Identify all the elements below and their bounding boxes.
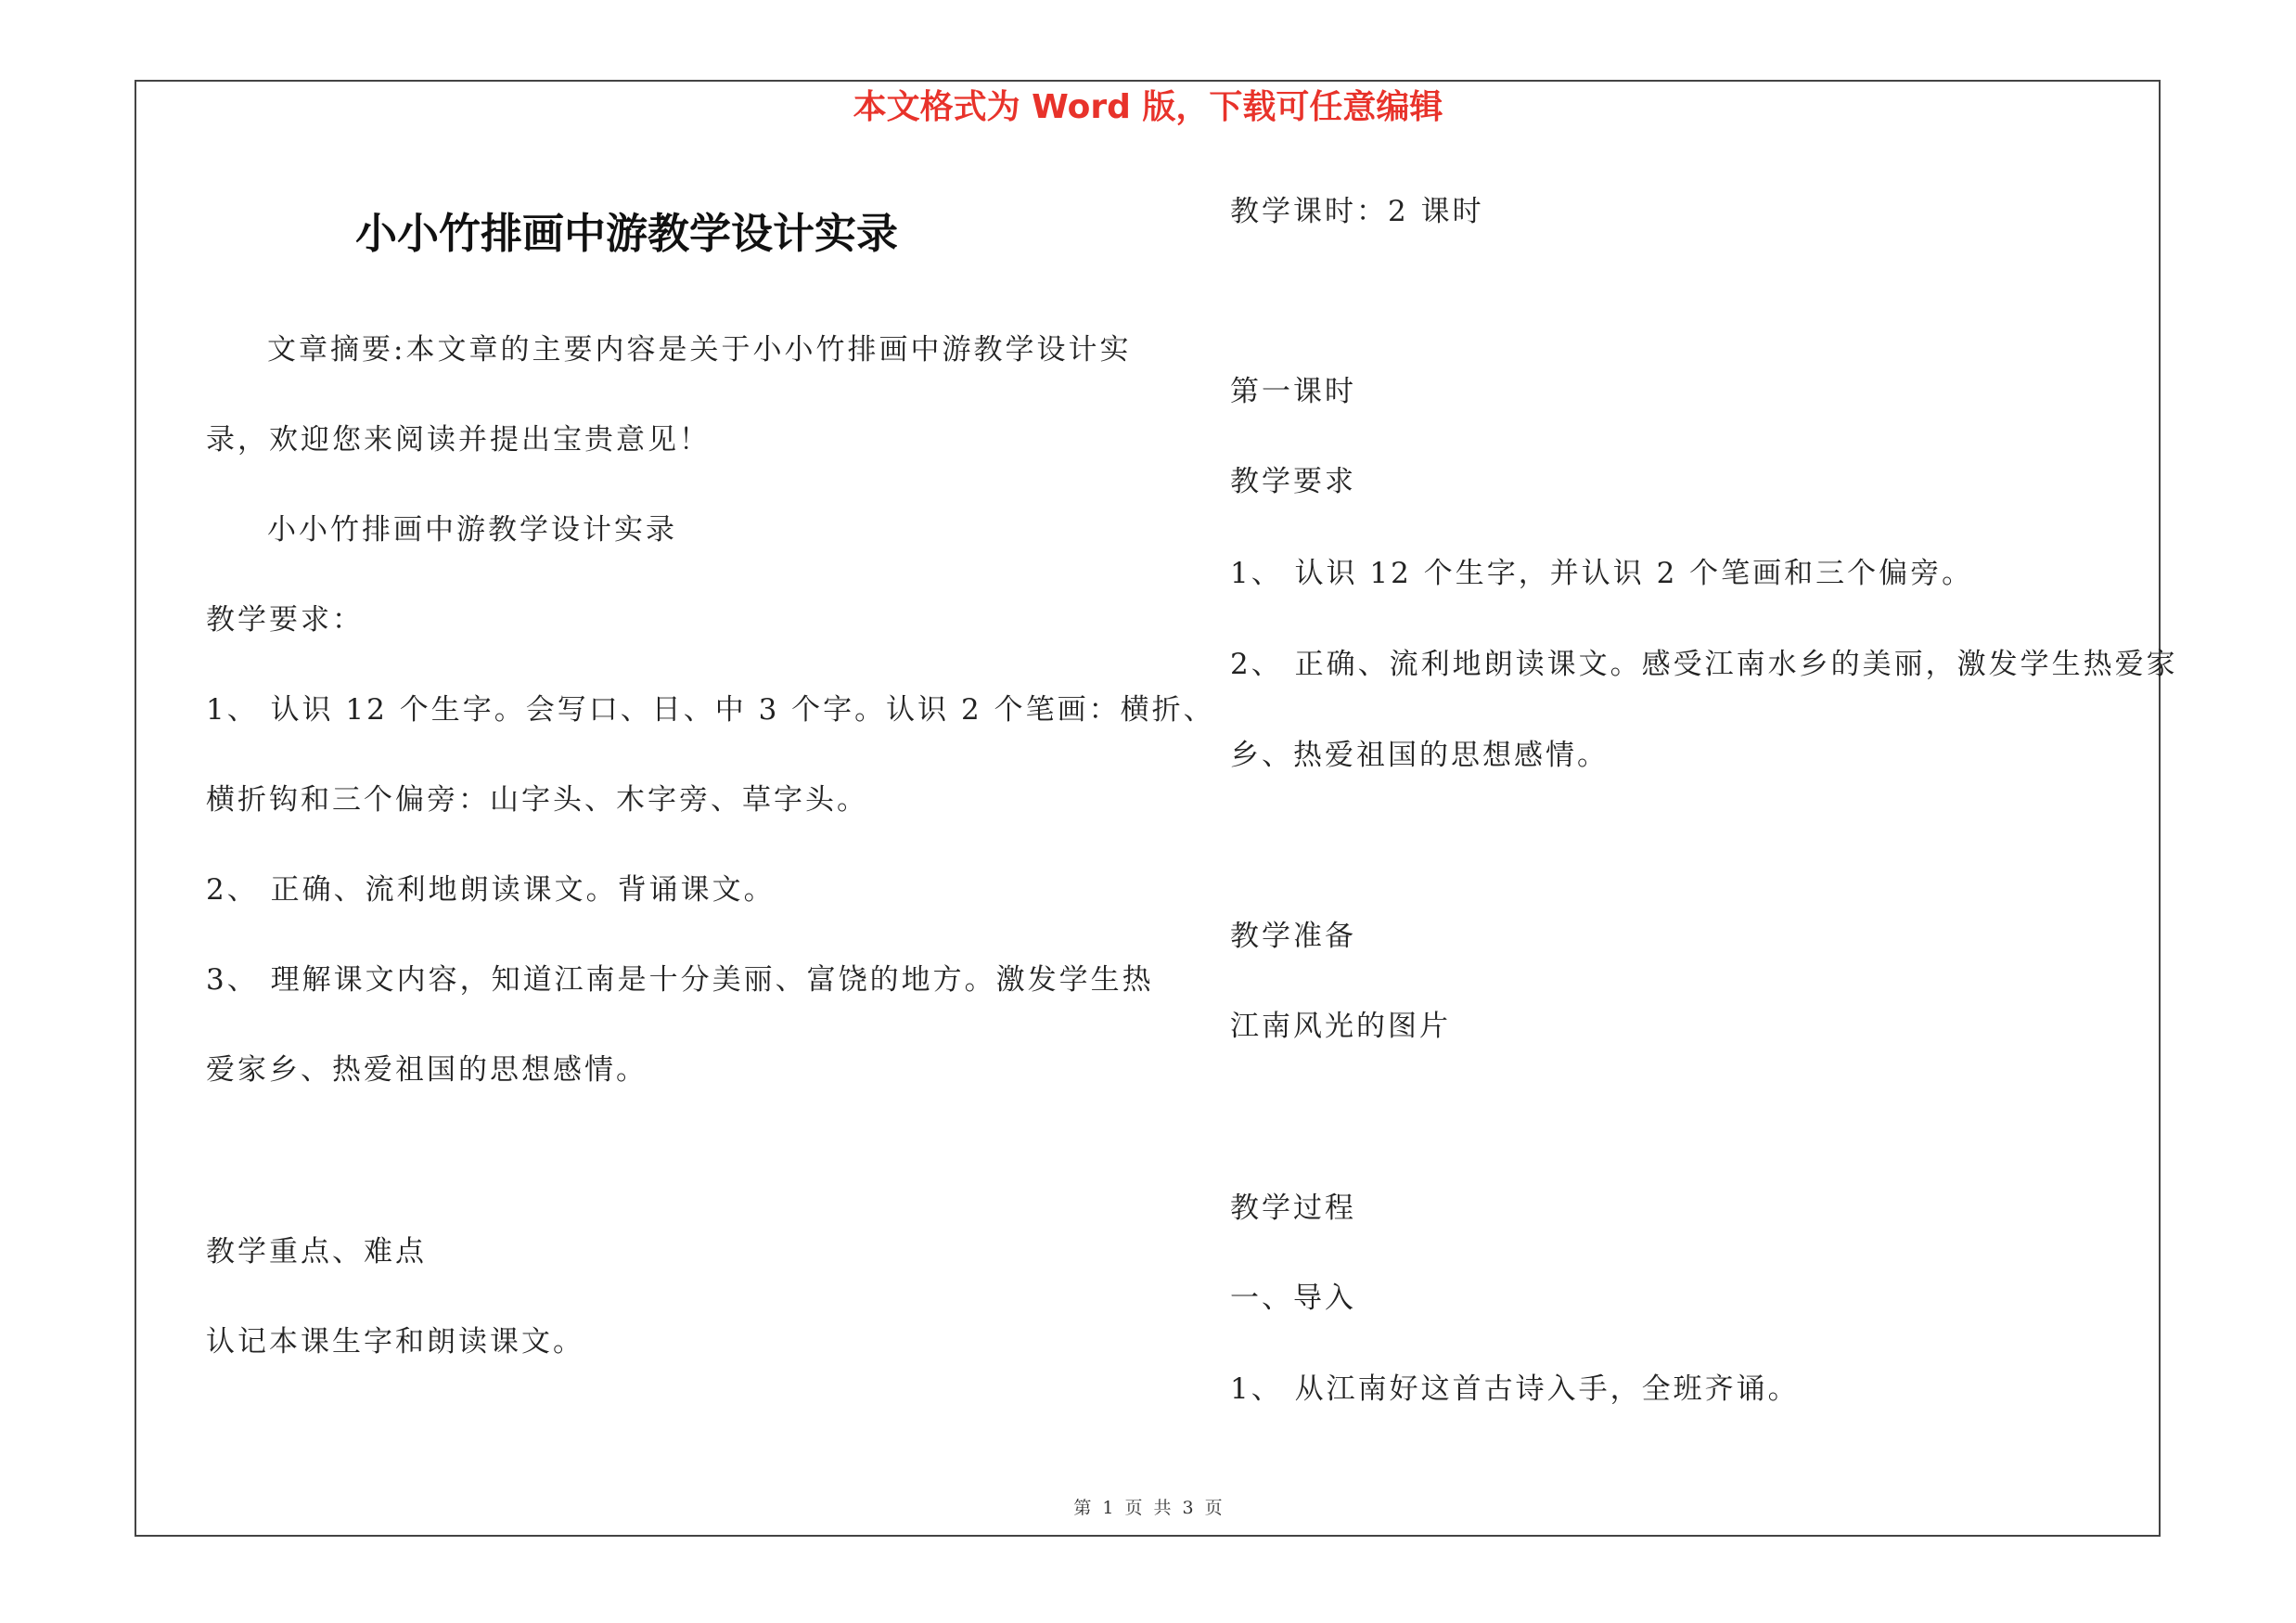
key-points-heading: 教学重点、难点 [206,1235,427,1269]
preparation-text: 江南风光的图片 [1230,1010,1451,1043]
footer-page-prefix: 第 [1073,1498,1092,1518]
subtitle: 小小竹排画中游教学设计实录 [267,513,677,547]
abstract-line-2: 录，欢迎您来阅读并提出宝贵意见！ [206,423,711,457]
document-title: 小小竹排画中游教学设计实录 [355,209,899,258]
requirement-3-line-1: 3、 理解课文内容，知道江南是十分美丽、富饶的地方。激发学生热 [206,963,1154,997]
footer-total-unit: 页 [1204,1498,1223,1518]
preparation-heading: 教学准备 [1230,920,1356,953]
lesson-requirements-heading: 教学要求 [1230,465,1356,498]
requirement-1-line-2: 横折钩和三个偏旁：山字头、木字旁、草字头。 [206,783,868,817]
requirements-heading: 教学要求： [206,603,364,637]
intro-heading: 一、导入 [1230,1282,1356,1315]
teaching-hours: 教学课时：2 课时 [1230,195,1484,228]
footer-page-unit: 页 [1124,1498,1143,1518]
page-footer [0,1496,2296,1520]
requirement-3-line-2: 爱家乡、热爱祖国的思想感情。 [206,1053,648,1087]
lesson-1-heading: 第一课时 [1230,375,1356,408]
intro-step-1: 1、 从江南好这首古诗入手，全班齐诵。 [1230,1372,1800,1406]
requirement-2: 2、 正确、流利地朗读课文。背诵课文。 [206,873,776,907]
process-heading: 教学过程 [1230,1191,1356,1225]
footer-total-pages: 3 [1182,1498,1194,1518]
abstract-line-1: 文章摘要:本文章的主要内容是关于小小竹排画中游教学设计实 [267,333,1132,367]
footer-total-prefix: 共 [1153,1498,1172,1518]
format-banner: 本文格式为 Word 版，下载可任意编辑 [853,88,1443,126]
key-points-text: 认记本课生字和朗读课文。 [206,1325,584,1359]
lesson-requirement-2-line-2: 乡、热爱祖国的思想感情。 [1230,739,1609,772]
requirement-1-line-1: 1、 认识 12 个生字。会写口、日、中 3 个字。认识 2 个笔画：横折、 [206,693,1215,727]
lesson-requirement-2-line-1: 2、 正确、流利地朗读课文。感受江南水乡的美丽，激发学生热爱家 [1230,648,2178,681]
footer-page-number: 1 [1102,1498,1114,1518]
lesson-requirement-1: 1、 认识 12 个生字，并认识 2 个笔画和三个偏旁。 [1230,557,1974,590]
